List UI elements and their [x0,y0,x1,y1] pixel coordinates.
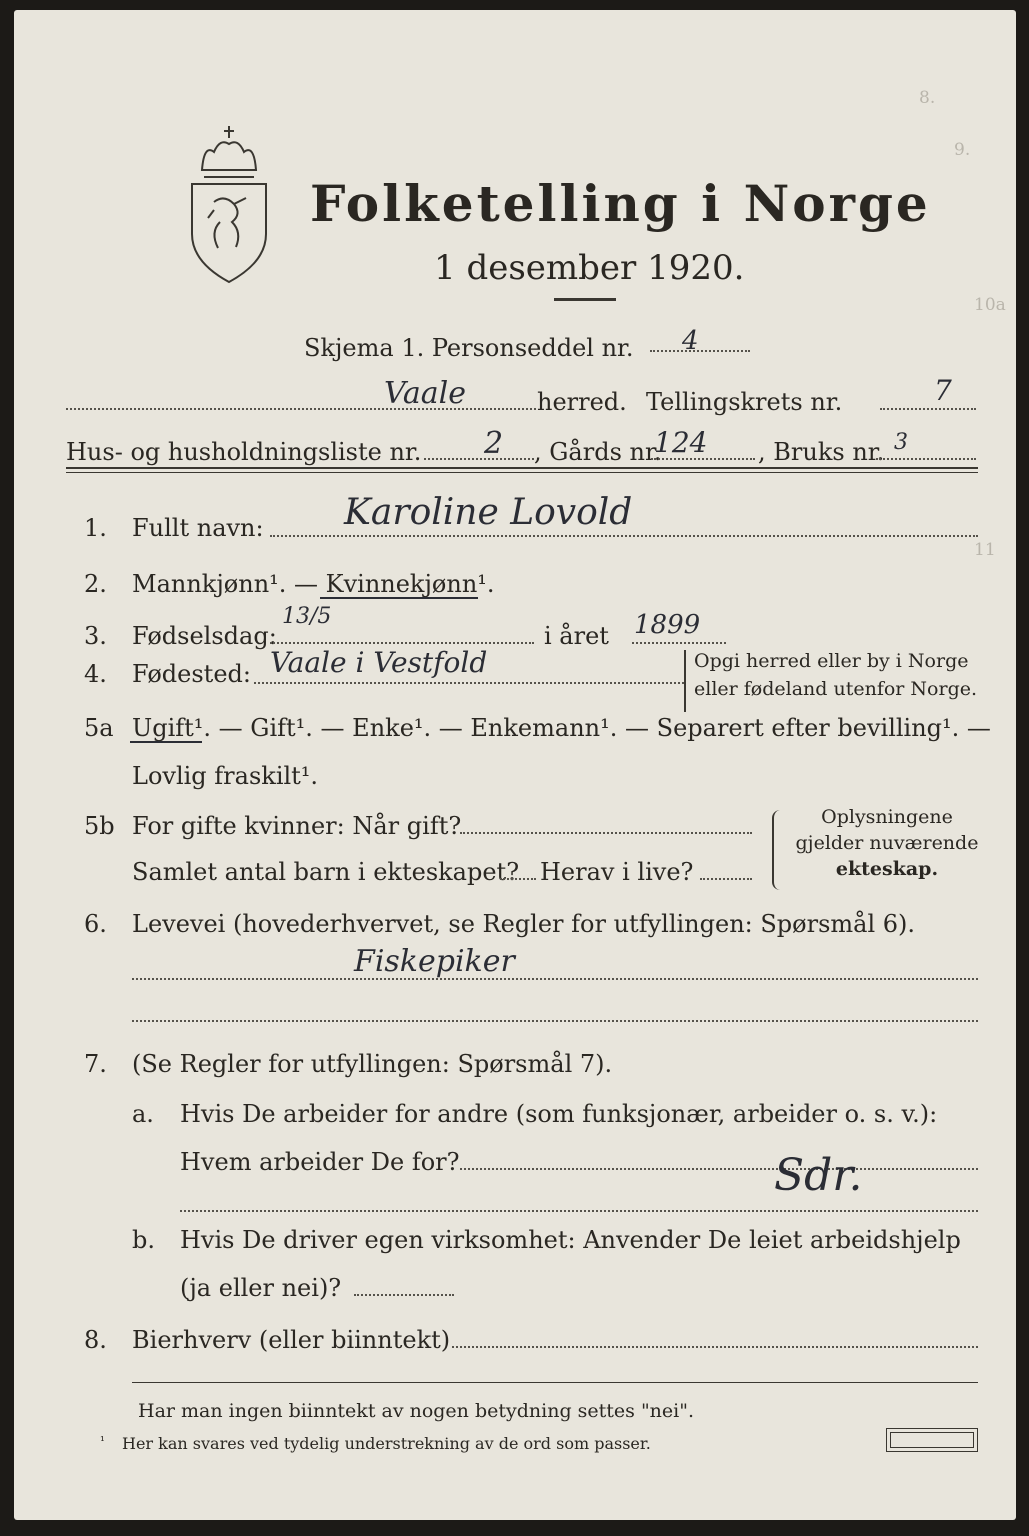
ugift-underline [130,741,202,743]
printer-stamp-icon [886,1428,978,1452]
q3-year-label: i året [544,622,609,650]
bruks-value[interactable]: 3 [894,430,908,455]
q7-number: 7. [84,1050,107,1078]
q5b-number: 5b [84,812,115,840]
q7b-letter: b. [132,1226,155,1254]
q6-number: 6. [84,910,107,938]
q5b-note: Oplysningene gjelder nuværende ekteskap. [795,806,979,880]
q5b-label-1: For gifte kvinner: Når gift? [132,812,462,840]
q5b-label-3: Herav i live? [540,858,694,886]
footer-rule [132,1382,978,1383]
q8-number: 8. [84,1326,107,1354]
q7b-hint: (ja eller nei)? [180,1274,342,1302]
q6-label: Levevei (hovederhvervet, se Regler for utfyllingen: Spørsmål 6). [132,910,916,938]
gards-label: , Gårds nr. [534,438,662,466]
household-list-label: Hus- og husholdningsliste nr. [66,438,422,466]
tellingskrets-label: Tellingskrets nr. [646,388,843,416]
household-list-value[interactable]: 2 [484,426,504,461]
q7a-question: Hvem arbeider De for? [180,1148,460,1176]
bracket [684,650,690,712]
q4-label: Fødested: [132,660,251,688]
q7b-label: Hvis De driver egen virksomhet: Anvender De leiet arbeidshjelp [180,1226,961,1254]
census-form-sheet: 8. 9. 10a 11 Folketelling i Norge 1 desember 1920. Skjema 1. Personseddel nr. 4 Vaale herred. Tellingskrets nr. 7 Hus- og husholdningsliste nr. 2 , Gårds nr. 124 , Bruks nr. 3 1. Fullt navn: Karoline Lovold 2. Mannkjønn¹. — Kvinnekjønn¹. 3. Fødselsdag: 13/5 i året 1899 4. Fødested: Vaale i Vestfold Opgi herred eller by i Norge eller fødeland utenfor Norge. 5a Ugift¹. — Gift¹. — Enke¹. — Enkemann¹. — Separert efter bevilling¹. — Lovlig fraskilt¹. 5b For gifte kvinner: Når gift? Samlet antal barn i ekteskapet? Herav i live? Oplysningene gjelder nuværende ekteskap. 6. Levevei (hovederhvervet, se Regler for utfyllingen: Spørsmål 6). Fiskepiker 7. (Se Regler for utfyllingen: Spørsmål 7). a. Hvis De arbeider for andre (som funksjonær, arbeider o. s. v.): Hvem arbeider De for? Sdr. b. Hvis De driver egen virksomhet: Anvender De leiet arbeidshjelp (ja eller nei)? 8. Bierhverv (eller biinntekt) Har man ingen biinntekt av nogen betydning settes "nei". ¹ Her kan svares ved tydelig understrekning av de ord som passer. [14,10,1016,1520]
q7-label: (Se Regler for utfyllingen: Spørsmål 7). [132,1050,613,1078]
q2-label: Mannkjønn¹. — Kvinnekjønn¹. [132,570,495,598]
bruks-label: , Bruks nr. [758,438,885,466]
schema-label: Skjema 1. Personseddel nr. [304,334,634,362]
occupation-value[interactable]: Fiskepiker [354,944,515,979]
full-name-value[interactable]: Karoline Lovold [344,492,633,533]
q5a-label-2: Lovlig fraskilt¹. [132,762,319,790]
form-title: Folketelling i Norge [310,174,931,233]
herred-label: herred. [537,388,627,416]
title-divider [554,298,616,301]
q5a-label: Ugift¹. — Gift¹. — Enke¹. — Enkemann¹. — Separert efter bevilling¹. — [132,714,991,742]
q4-number: 4. [84,660,107,688]
footer-note: Har man ingen biinntekt av nogen betydning settes "nei". [138,1400,695,1422]
birthday-value[interactable]: 13/5 [282,604,332,629]
bracket-2 [772,810,780,890]
q7a-label: Hvis De arbeider for andre (som funksjonær, arbeider o. s. v.): [180,1100,938,1128]
coat-of-arms-icon [184,122,274,287]
footnote-marker: ¹ [100,1434,105,1448]
header-rule [66,467,978,469]
header-rule-thin [66,472,978,473]
herred-value[interactable]: Vaale [384,376,467,411]
footnote-text: Her kan svares ved tydelig understrekning av de ord som passer. [122,1434,651,1453]
q7a-letter: a. [132,1100,154,1128]
tellingskrets-value[interactable]: 7 [934,374,952,407]
form-date: 1 desember 1920. [434,248,745,288]
employer-value[interactable]: Sdr. [774,1150,863,1201]
person-number-value[interactable]: 4 [682,326,699,356]
gards-value[interactable]: 124 [654,426,708,459]
q4-note-2: eller fødeland utenfor Norge. [694,678,978,700]
q3-label: Fødselsdag: [132,622,277,650]
q3-number: 3. [84,622,107,650]
q8-label: Bierhverv (eller biinntekt) [132,1326,451,1354]
q2-number: 2. [84,570,107,598]
q5b-label-2: Samlet antal barn i ekteskapet? [132,858,520,886]
q4-note-1: Opgi herred eller by i Norge [694,650,969,672]
q1-number: 1. [84,514,107,542]
birth-year-value[interactable]: 1899 [634,610,701,640]
q1-label: Fullt navn: [132,514,264,542]
q5a-number: 5a [84,714,114,742]
birthplace-value[interactable]: Vaale i Vestfold [270,646,488,679]
kvinnekjonn-underline [320,597,478,599]
